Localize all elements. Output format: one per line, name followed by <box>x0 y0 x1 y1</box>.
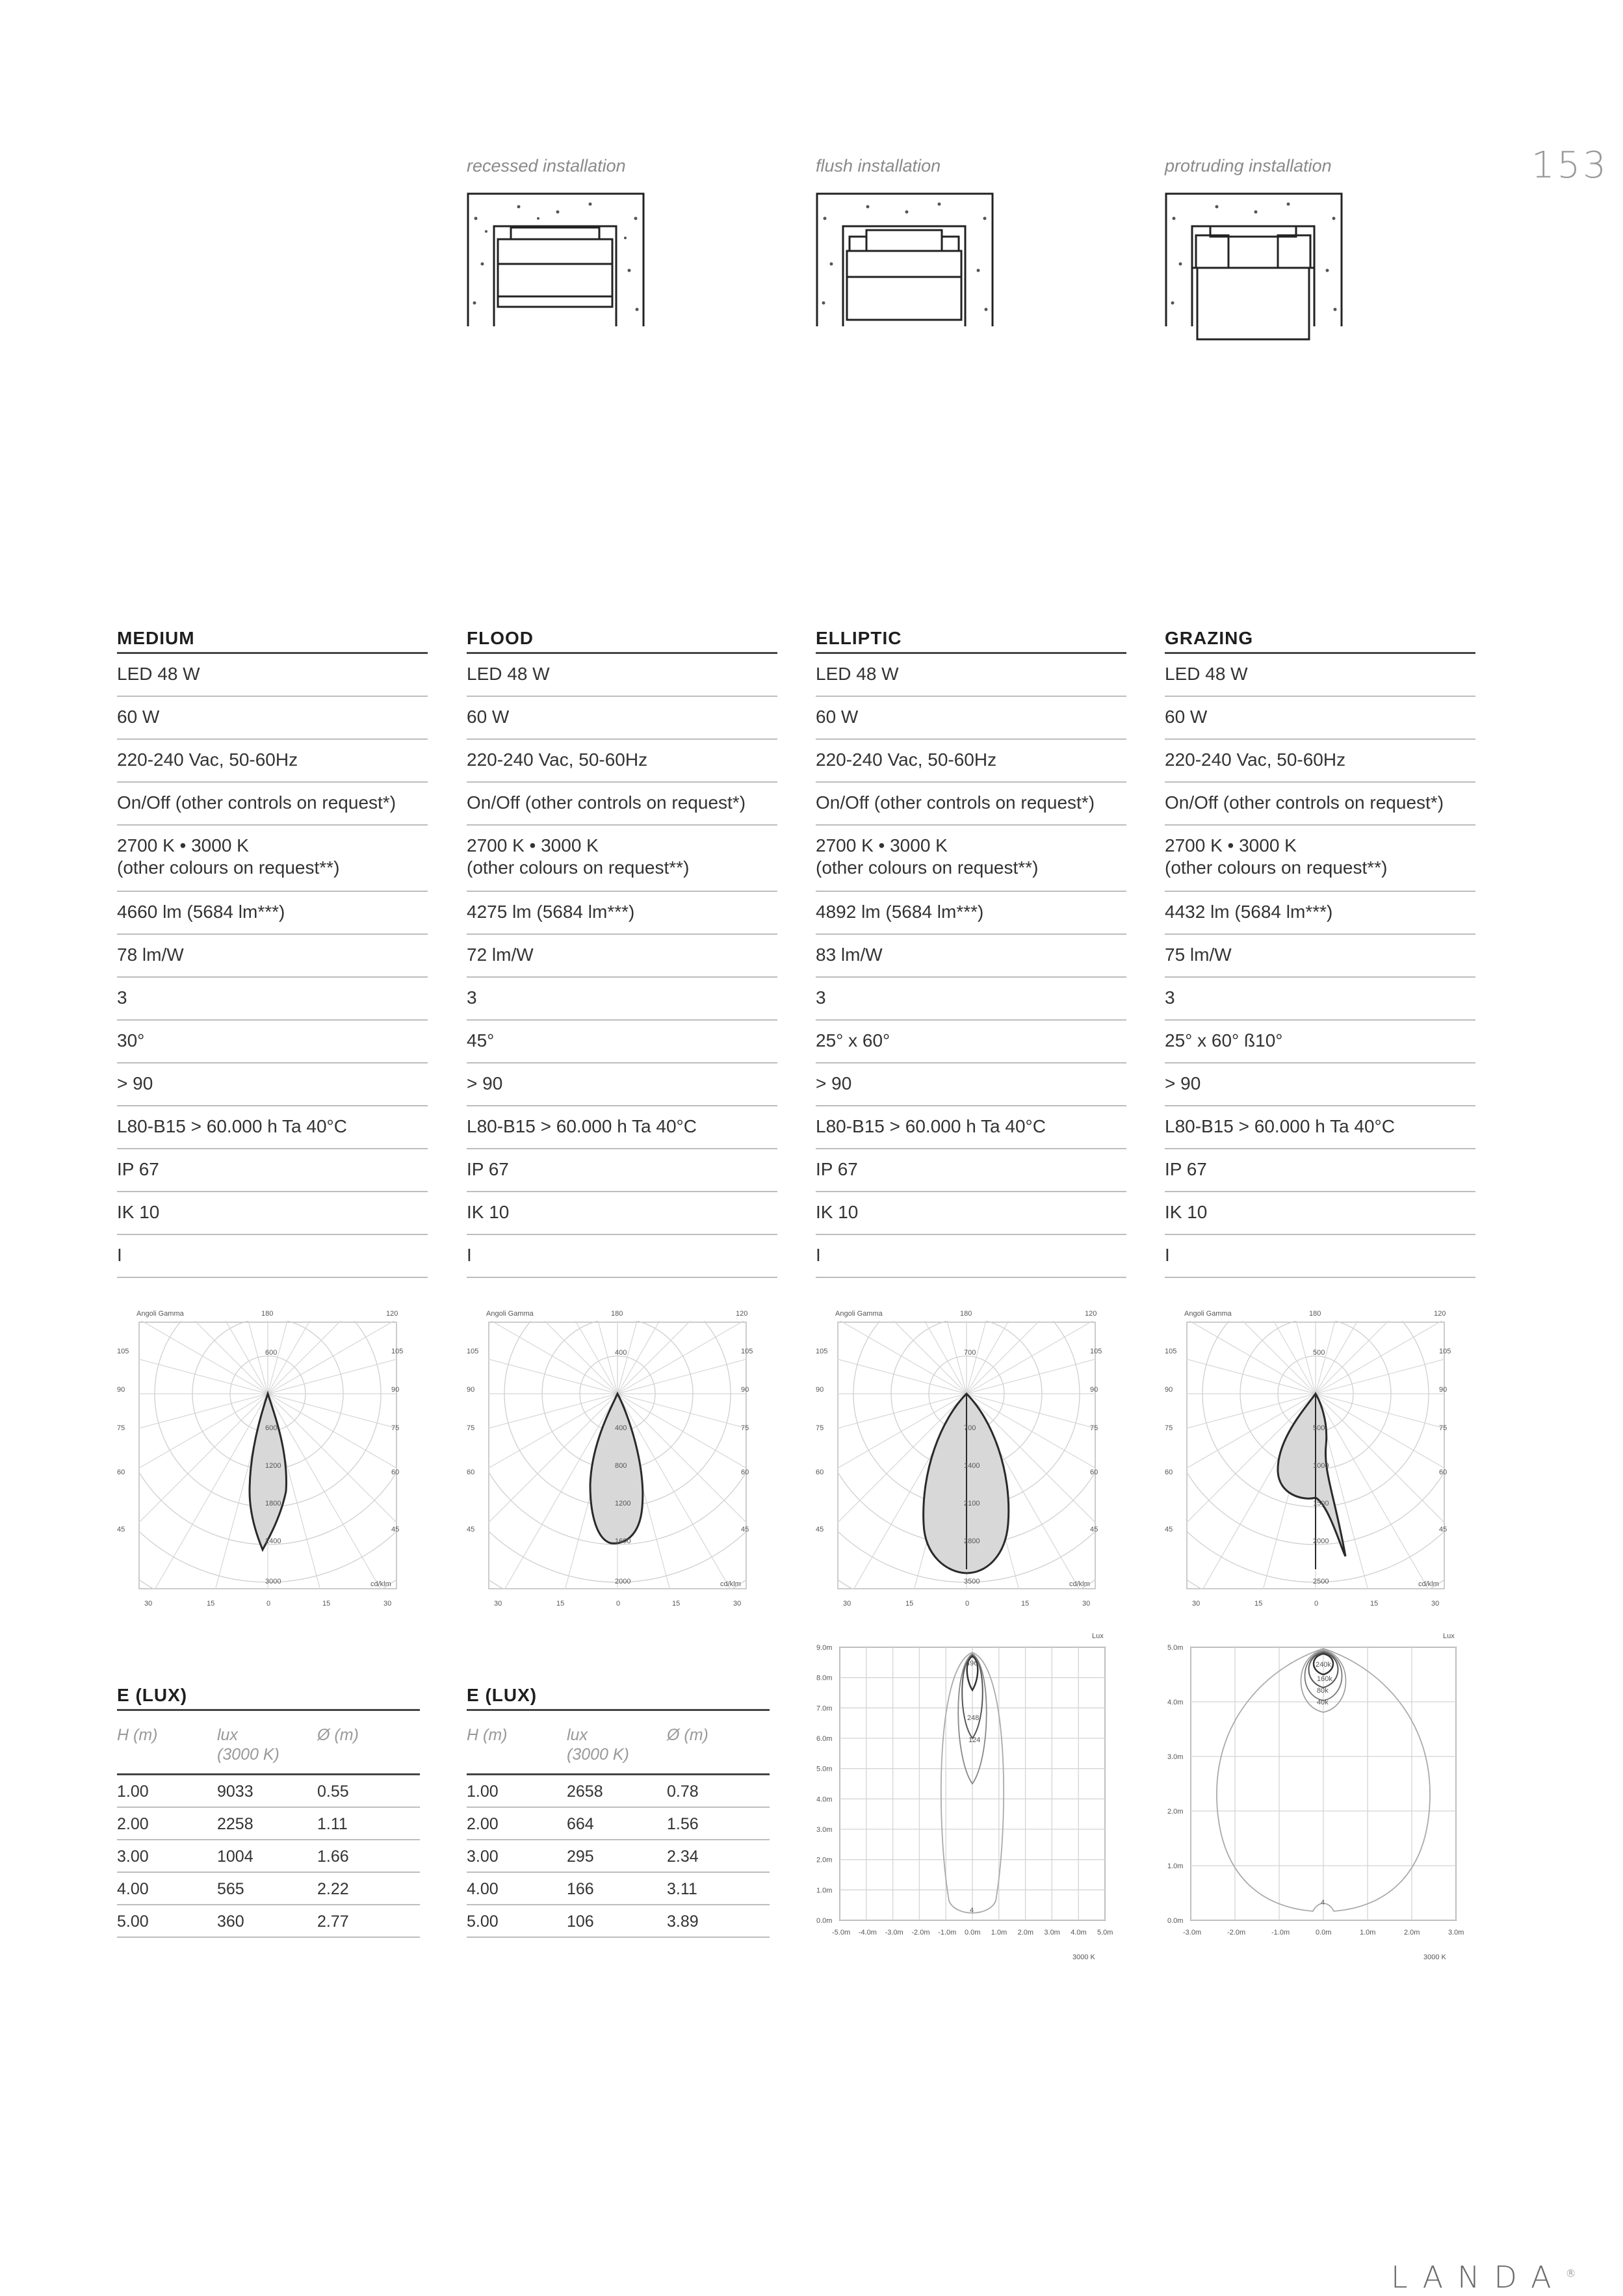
flush-installation-drawing <box>816 192 995 329</box>
isolux-x-label: -5.0m <box>832 1929 851 1937</box>
isolux-x-label: -2.0m <box>911 1929 930 1937</box>
isolux-unit-label: Lux <box>1443 1632 1455 1640</box>
spec-voltage: 220-240 Vac, 50-60Hz <box>467 740 777 783</box>
polar-side-label: 60 <box>1439 1468 1448 1476</box>
polar-bottom-label: 15 <box>1021 1600 1030 1608</box>
spec-control: On/Off (other controls on request*) <box>816 783 1126 826</box>
isolux-contour-label: 80k <box>1317 1687 1329 1695</box>
polar-ring-value: 500 <box>1313 1349 1325 1357</box>
isolux-contour-label: 4 <box>970 1907 974 1914</box>
polar-side-label: 90 <box>1090 1386 1098 1394</box>
isolux-y-label: 5.0m <box>1167 1644 1184 1652</box>
table-row <box>117 1840 420 1872</box>
spec-power: 60 W <box>1165 697 1475 740</box>
isolux-y-label: 4.0m <box>1167 1699 1184 1706</box>
polar-ring-value: 2000 <box>615 1578 631 1585</box>
installation-label-recessed: recessed installation <box>467 156 626 176</box>
isolux-contour-label: 4 <box>1321 1899 1325 1907</box>
polar-grid-spoke <box>1316 1394 1451 1454</box>
polar-side-label: 75 <box>741 1424 749 1432</box>
isolux-y-label: 3.0m <box>816 1826 833 1834</box>
spec-macadam: 3 <box>117 978 428 1021</box>
isolux-contour-label: 40k <box>1317 1699 1329 1706</box>
polar-label-angles: Angoli Gamma <box>1184 1310 1232 1318</box>
polar-side-label: 45 <box>467 1526 475 1533</box>
isolux-x-label: 1.0m <box>991 1929 1007 1937</box>
polar-bottom-label: 15 <box>322 1600 331 1608</box>
isolux-x-label: 0.0m <box>1316 1929 1332 1937</box>
page-number: 153 <box>1531 144 1609 187</box>
lux-cell: 565 <box>217 1872 317 1905</box>
isolux-x-label: -1.0m <box>1271 1929 1290 1937</box>
isolux-y-label: 1.0m <box>1167 1862 1184 1870</box>
isolux-x-label: 0.0m <box>965 1929 981 1937</box>
spec-class: I <box>117 1235 428 1278</box>
spec-column-elliptic <box>816 624 1126 1278</box>
spec-control: On/Off (other controls on request*) <box>467 783 777 826</box>
polar-side-label: 75 <box>1090 1424 1098 1432</box>
polar-side-label: 90 <box>1165 1386 1173 1394</box>
polar-bottom-label: 15 <box>207 1600 215 1608</box>
spec-macadam: 3 <box>467 978 777 1021</box>
polar-label-120: 120 <box>1434 1310 1446 1318</box>
polar-ring-value: 1400 <box>964 1462 980 1470</box>
polar-beam-curve <box>1278 1394 1345 1556</box>
lux-header-diameter: Ø (m) <box>317 1716 420 1775</box>
isolux-y-label: 6.0m <box>816 1735 833 1743</box>
spec-ip-rating: IP 67 <box>117 1149 428 1192</box>
spec-flux: 4892 lm (5684 lm***) <box>816 892 1126 935</box>
isolux-contour-label: 248 <box>967 1714 980 1722</box>
spec-control: On/Off (other controls on request*) <box>1165 783 1475 826</box>
polar-bottom-label: 15 <box>672 1600 681 1608</box>
lux-cell: 295 <box>567 1840 667 1872</box>
spec-beam-angle: 25° x 60° <box>816 1021 1126 1063</box>
spec-beam-angle: 45° <box>467 1021 777 1063</box>
polar-bottom-label: 15 <box>1254 1600 1263 1608</box>
polar-ring-value: 1500 <box>1313 1500 1329 1507</box>
polar-unit-label: cd/klm <box>1069 1580 1090 1588</box>
isolux-contour-label: 240k <box>1316 1661 1331 1669</box>
polar-mask <box>816 1589 1102 1615</box>
spec-colour-temp: 2700 K • 3000 K (other colours on request**) <box>117 826 428 892</box>
polar-grid-spoke <box>1316 1394 1451 1511</box>
polar-grid-spoke <box>617 1394 753 1454</box>
installation-label-flush: flush installation <box>816 156 941 176</box>
spec-lifetime: L80-B15 > 60.000 h Ta 40°C <box>816 1106 1126 1149</box>
polar-mask <box>1165 1589 1451 1615</box>
polar-grid-spoke <box>268 1394 403 1454</box>
lux-cell: 1.00 <box>467 1775 567 1808</box>
polar-side-label: 60 <box>741 1468 749 1476</box>
table-row <box>467 1872 770 1905</box>
spec-control: On/Off (other controls on request*) <box>117 783 428 826</box>
lux-table-title: E (LUX) <box>117 1685 420 1711</box>
spec-ik-rating: IK 10 <box>816 1192 1126 1235</box>
isolux-y-label: 1.0m <box>816 1886 833 1895</box>
brand-logo-text: LANDA <box>1391 2260 1566 2295</box>
polar-side-label: 105 <box>816 1348 828 1355</box>
polar-bottom-label: 30 <box>383 1600 392 1608</box>
polar-beam-curve <box>250 1394 286 1550</box>
spec-voltage: 220-240 Vac, 50-60Hz <box>1165 740 1475 783</box>
spec-column-title: GRAZING <box>1165 624 1475 654</box>
spec-efficacy: 83 lm/W <box>816 935 1126 978</box>
lux-cell: 1.00 <box>117 1775 217 1808</box>
lux-cell: 2658 <box>567 1775 667 1808</box>
polar-side-label: 45 <box>1090 1526 1098 1533</box>
spec-flux: 4660 lm (5684 lm***) <box>117 892 428 935</box>
polar-ring-value: 700 <box>964 1424 976 1432</box>
spec-ik-rating: IK 10 <box>1165 1192 1475 1235</box>
isolux-contour-label: 124 <box>968 1736 981 1744</box>
table-row <box>117 1905 420 1937</box>
isolux-y-label: 8.0m <box>816 1674 833 1682</box>
polar-unit-label: cd/klm <box>720 1580 741 1588</box>
lux-cell: 4.00 <box>117 1872 217 1905</box>
lux-cell: 2.00 <box>467 1807 567 1840</box>
polar-side-label: 60 <box>1090 1468 1098 1476</box>
spec-macadam: 3 <box>1165 978 1475 1021</box>
spec-ip-rating: IP 67 <box>467 1149 777 1192</box>
lux-cell: 3.00 <box>117 1840 217 1872</box>
polar-bottom-label: 30 <box>144 1600 153 1608</box>
lux-cell: 360 <box>217 1905 317 1937</box>
polar-side-label: 105 <box>1165 1348 1177 1355</box>
polar-label-120: 120 <box>386 1310 398 1318</box>
polar-ring-value: 600 <box>265 1424 278 1432</box>
isolux-x-label: -4.0m <box>858 1929 877 1937</box>
isolux-x-label: -2.0m <box>1227 1929 1246 1937</box>
spec-voltage: 220-240 Vac, 50-60Hz <box>816 740 1126 783</box>
polar-diagram-elliptic <box>816 1303 1102 1615</box>
polar-bottom-label: 15 <box>905 1600 914 1608</box>
polar-diagram-flood <box>467 1303 753 1615</box>
spec-ip-rating: IP 67 <box>1165 1149 1475 1192</box>
spec-cri: > 90 <box>467 1063 777 1106</box>
table-row <box>117 1872 420 1905</box>
spec-lifetime: L80-B15 > 60.000 h Ta 40°C <box>117 1106 428 1149</box>
spec-efficacy: 78 lm/W <box>117 935 428 978</box>
polar-side-label: 105 <box>467 1348 479 1355</box>
polar-diagram-grazing <box>1165 1303 1451 1615</box>
polar-side-label: 60 <box>816 1468 824 1476</box>
polar-label-angles: Angoli Gamma <box>486 1310 534 1318</box>
isolux-x-label: 3.0m <box>1448 1929 1464 1937</box>
lux-cell: 2.00 <box>117 1807 217 1840</box>
spec-macadam: 3 <box>816 978 1126 1021</box>
polar-side-label: 75 <box>1165 1424 1173 1432</box>
isolux-x-label: 4.0m <box>1071 1929 1087 1937</box>
isolux-x-label: 2.0m <box>1017 1929 1034 1937</box>
lux-header-height: H (m) <box>467 1716 567 1775</box>
polar-bottom-label: 0 <box>266 1600 271 1608</box>
lux-table-flood <box>467 1716 770 1938</box>
polar-side-label: 105 <box>391 1348 403 1355</box>
spec-flux: 4275 lm (5684 lm***) <box>467 892 777 935</box>
table-row <box>467 1905 770 1937</box>
spec-column-grazing <box>1165 624 1475 1278</box>
polar-side-label: 75 <box>117 1424 125 1432</box>
spec-ik-rating: IK 10 <box>117 1192 428 1235</box>
polar-bottom-label: 30 <box>494 1600 502 1608</box>
polar-side-label: 45 <box>1439 1526 1448 1533</box>
polar-grid-spoke <box>1316 1333 1451 1394</box>
spec-column-flood <box>467 624 777 1278</box>
polar-bottom-label: 0 <box>965 1600 970 1608</box>
polar-side-label: 45 <box>816 1526 824 1533</box>
polar-bottom-label: 30 <box>1431 1600 1440 1608</box>
polar-side-label: 60 <box>467 1468 475 1476</box>
spec-source: LED 48 W <box>1165 654 1475 697</box>
spec-ik-rating: IK 10 <box>467 1192 777 1235</box>
polar-label-180: 180 <box>261 1310 274 1318</box>
isolux-y-label: 7.0m <box>816 1704 833 1713</box>
table-row <box>467 1807 770 1840</box>
polar-ring-value: 400 <box>615 1424 627 1432</box>
spec-beam-angle: 30° <box>117 1021 428 1063</box>
lux-header-diameter: Ø (m) <box>667 1716 770 1775</box>
isolux-x-label: 1.0m <box>1360 1929 1376 1937</box>
polar-label-120: 120 <box>736 1310 748 1318</box>
lux-cell: 1004 <box>217 1840 317 1872</box>
polar-ring-value: 700 <box>964 1349 976 1357</box>
polar-ring-value: 800 <box>615 1462 627 1470</box>
spec-cri: > 90 <box>816 1063 1126 1106</box>
polar-label-180: 180 <box>611 1310 623 1318</box>
registered-mark: ® <box>1565 2267 1576 2280</box>
spec-efficacy: 75 lm/W <box>1165 935 1475 978</box>
polar-side-label: 90 <box>467 1386 475 1394</box>
isolux-unit-label: Lux <box>1092 1632 1104 1640</box>
polar-side-label: 90 <box>741 1386 749 1394</box>
isolux-diagram-elliptic <box>806 1628 1131 1966</box>
polar-label-180: 180 <box>960 1310 972 1318</box>
spec-class: I <box>1165 1235 1475 1278</box>
lux-cell: 5.00 <box>467 1905 567 1937</box>
spec-source: LED 48 W <box>117 654 428 697</box>
polar-grid-spoke <box>617 1333 753 1394</box>
polar-bottom-label: 0 <box>1314 1600 1319 1608</box>
polar-grid-spoke <box>268 1394 403 1511</box>
polar-side-label: 105 <box>1439 1348 1451 1355</box>
lux-cell: 9033 <box>217 1775 317 1808</box>
lux-cell: 2258 <box>217 1807 317 1840</box>
polar-side-label: 45 <box>117 1526 125 1533</box>
polar-side-label: 75 <box>467 1424 475 1432</box>
polar-ring-value: 2400 <box>265 1537 281 1545</box>
isolux-y-label: 4.0m <box>816 1795 833 1804</box>
isolux-x-label: -3.0m <box>1183 1929 1202 1937</box>
polar-bottom-label: 30 <box>1082 1600 1091 1608</box>
spec-efficacy: 72 lm/W <box>467 935 777 978</box>
polar-ring-value: 2500 <box>1313 1578 1329 1585</box>
spec-ip-rating: IP 67 <box>816 1149 1126 1192</box>
lux-cell: 5.00 <box>117 1905 217 1937</box>
spec-colour-temp: 2700 K • 3000 K (other colours on request**) <box>1165 826 1475 892</box>
polar-ring-value: 2000 <box>1313 1537 1329 1545</box>
isolux-y-label: 5.0m <box>816 1765 833 1773</box>
isolux-y-label: 9.0m <box>816 1644 833 1652</box>
isolux-y-label: 0.0m <box>1167 1917 1184 1925</box>
polar-ring-value: 1200 <box>615 1500 631 1507</box>
spec-colour-temp: 2700 K • 3000 K (other colours on request**) <box>816 826 1126 892</box>
polar-ring-value: 600 <box>265 1349 278 1357</box>
brand-logo <box>1391 2260 1576 2295</box>
isolux-contour-label: 496 <box>966 1660 978 1667</box>
polar-side-label: 45 <box>1165 1526 1173 1533</box>
spec-power: 60 W <box>467 697 777 740</box>
lux-cell: 0.78 <box>667 1775 770 1808</box>
spec-source: LED 48 W <box>467 654 777 697</box>
polar-ring-value: 1800 <box>265 1500 281 1507</box>
polar-side-label: 75 <box>816 1424 824 1432</box>
table-row <box>467 1775 770 1808</box>
polar-side-label: 105 <box>1090 1348 1102 1355</box>
isolux-x-label: 5.0m <box>1097 1929 1113 1937</box>
polar-bottom-label: 30 <box>1192 1600 1201 1608</box>
polar-side-label: 90 <box>1439 1386 1448 1394</box>
lux-cell: 3.00 <box>467 1840 567 1872</box>
isolux-note: 3000 K <box>1072 1953 1095 1961</box>
isolux-contour-label: 160k <box>1317 1675 1332 1683</box>
polar-ring-value: 3500 <box>964 1578 980 1585</box>
polar-ring-value: 2100 <box>964 1500 980 1507</box>
spec-colour-temp: 2700 K • 3000 K (other colours on request**) <box>467 826 777 892</box>
table-row <box>117 1775 420 1808</box>
lux-cell: 664 <box>567 1807 667 1840</box>
polar-side-label: 60 <box>1165 1468 1173 1476</box>
lux-cell: 166 <box>567 1872 667 1905</box>
polar-side-label: 105 <box>117 1348 129 1355</box>
polar-side-label: 45 <box>391 1526 400 1533</box>
polar-grid-spoke <box>268 1333 403 1394</box>
polar-label-angles: Angoli Gamma <box>136 1310 184 1318</box>
spec-power: 60 W <box>816 697 1126 740</box>
polar-side-label: 90 <box>816 1386 824 1394</box>
lux-cell: 1.56 <box>667 1807 770 1840</box>
lux-header-height: H (m) <box>117 1716 217 1775</box>
lux-cell: 106 <box>567 1905 667 1937</box>
isolux-x-label: 3.0m <box>1044 1929 1060 1937</box>
polar-ring-value: 1200 <box>265 1462 281 1470</box>
spec-column-title: FLOOD <box>467 624 777 654</box>
recessed-installation-drawing <box>467 192 646 329</box>
polar-side-label: 75 <box>391 1424 400 1432</box>
lux-cell: 2.77 <box>317 1905 420 1937</box>
spec-beam-angle: 25° x 60° ß10° <box>1165 1021 1475 1063</box>
spec-cri: > 90 <box>1165 1063 1475 1106</box>
isolux-y-label: 0.0m <box>816 1917 833 1925</box>
polar-side-label: 60 <box>117 1468 125 1476</box>
spec-power: 60 W <box>117 697 428 740</box>
lux-cell: 2.34 <box>667 1840 770 1872</box>
polar-side-label: 45 <box>741 1526 749 1533</box>
polar-label-120: 120 <box>1085 1310 1097 1318</box>
isolux-y-label: 2.0m <box>1167 1808 1184 1816</box>
polar-label-angles: Angoli Gamma <box>835 1310 883 1318</box>
spec-lifetime: L80-B15 > 60.000 h Ta 40°C <box>1165 1106 1475 1149</box>
isolux-x-label: -1.0m <box>938 1929 957 1937</box>
polar-side-label: 105 <box>741 1348 753 1355</box>
lux-table-title: E (LUX) <box>467 1685 770 1711</box>
lux-header-lux: lux (3000 K) <box>567 1716 667 1775</box>
polar-ring-value: 400 <box>615 1349 627 1357</box>
polar-unit-label: cd/klm <box>1418 1580 1439 1588</box>
spec-source: LED 48 W <box>816 654 1126 697</box>
polar-bottom-label: 15 <box>1370 1600 1379 1608</box>
polar-ring-value: 500 <box>1313 1424 1325 1432</box>
lux-header-lux: lux (3000 K) <box>217 1716 317 1775</box>
polar-bottom-label: 0 <box>616 1600 621 1608</box>
polar-ring-value: 2800 <box>964 1537 980 1545</box>
polar-bottom-label: 15 <box>556 1600 565 1608</box>
polar-unit-label: cd/klm <box>370 1580 391 1588</box>
polar-side-label: 90 <box>117 1386 125 1394</box>
lux-cell: 3.11 <box>667 1872 770 1905</box>
polar-grid-spoke <box>967 1333 1102 1394</box>
polar-grid-spoke <box>117 1394 268 1511</box>
polar-mask <box>117 1589 403 1615</box>
isolux-diagram-grazing <box>1157 1628 1482 1966</box>
polar-diagram-medium <box>117 1303 403 1615</box>
polar-label-180: 180 <box>1309 1310 1321 1318</box>
isolux-y-label: 2.0m <box>816 1856 833 1864</box>
isolux-y-label: 3.0m <box>1167 1753 1184 1761</box>
polar-bottom-label: 30 <box>733 1600 742 1608</box>
spec-flux: 4432 lm (5684 lm***) <box>1165 892 1475 935</box>
spec-cri: > 90 <box>117 1063 428 1106</box>
spec-class: I <box>816 1235 1126 1278</box>
lux-cell: 2.22 <box>317 1872 420 1905</box>
polar-grid-spoke <box>117 1394 268 1559</box>
protruding-installation-drawing <box>1165 192 1344 342</box>
polar-side-label: 60 <box>391 1468 400 1476</box>
polar-bottom-label: 30 <box>843 1600 851 1608</box>
table-row <box>467 1840 770 1872</box>
spec-class: I <box>467 1235 777 1278</box>
spec-column-medium <box>117 624 428 1278</box>
polar-ring-value: 1000 <box>1313 1462 1329 1470</box>
lux-table-medium <box>117 1716 420 1938</box>
lux-cell: 0.55 <box>317 1775 420 1808</box>
lux-cell: 4.00 <box>467 1872 567 1905</box>
isolux-x-label: -3.0m <box>885 1929 903 1937</box>
spec-lifetime: L80-B15 > 60.000 h Ta 40°C <box>467 1106 777 1149</box>
lux-cell: 1.11 <box>317 1807 420 1840</box>
isolux-note: 3000 K <box>1423 1953 1446 1961</box>
lux-cell: 3.89 <box>667 1905 770 1937</box>
installation-label-protruding: protruding installation <box>1165 156 1332 176</box>
lux-cell: 1.66 <box>317 1840 420 1872</box>
polar-mask <box>467 1589 753 1615</box>
table-row <box>117 1807 420 1840</box>
spec-voltage: 220-240 Vac, 50-60Hz <box>117 740 428 783</box>
spec-column-title: MEDIUM <box>117 624 428 654</box>
polar-side-label: 75 <box>1439 1424 1448 1432</box>
isolux-x-label: 2.0m <box>1404 1929 1420 1937</box>
polar-ring-value: 1600 <box>615 1537 631 1545</box>
polar-grid-spoke <box>268 1394 403 1559</box>
polar-side-label: 90 <box>391 1386 400 1394</box>
polar-ring-value: 3000 <box>265 1578 281 1585</box>
spec-column-title: ELLIPTIC <box>816 624 1126 654</box>
